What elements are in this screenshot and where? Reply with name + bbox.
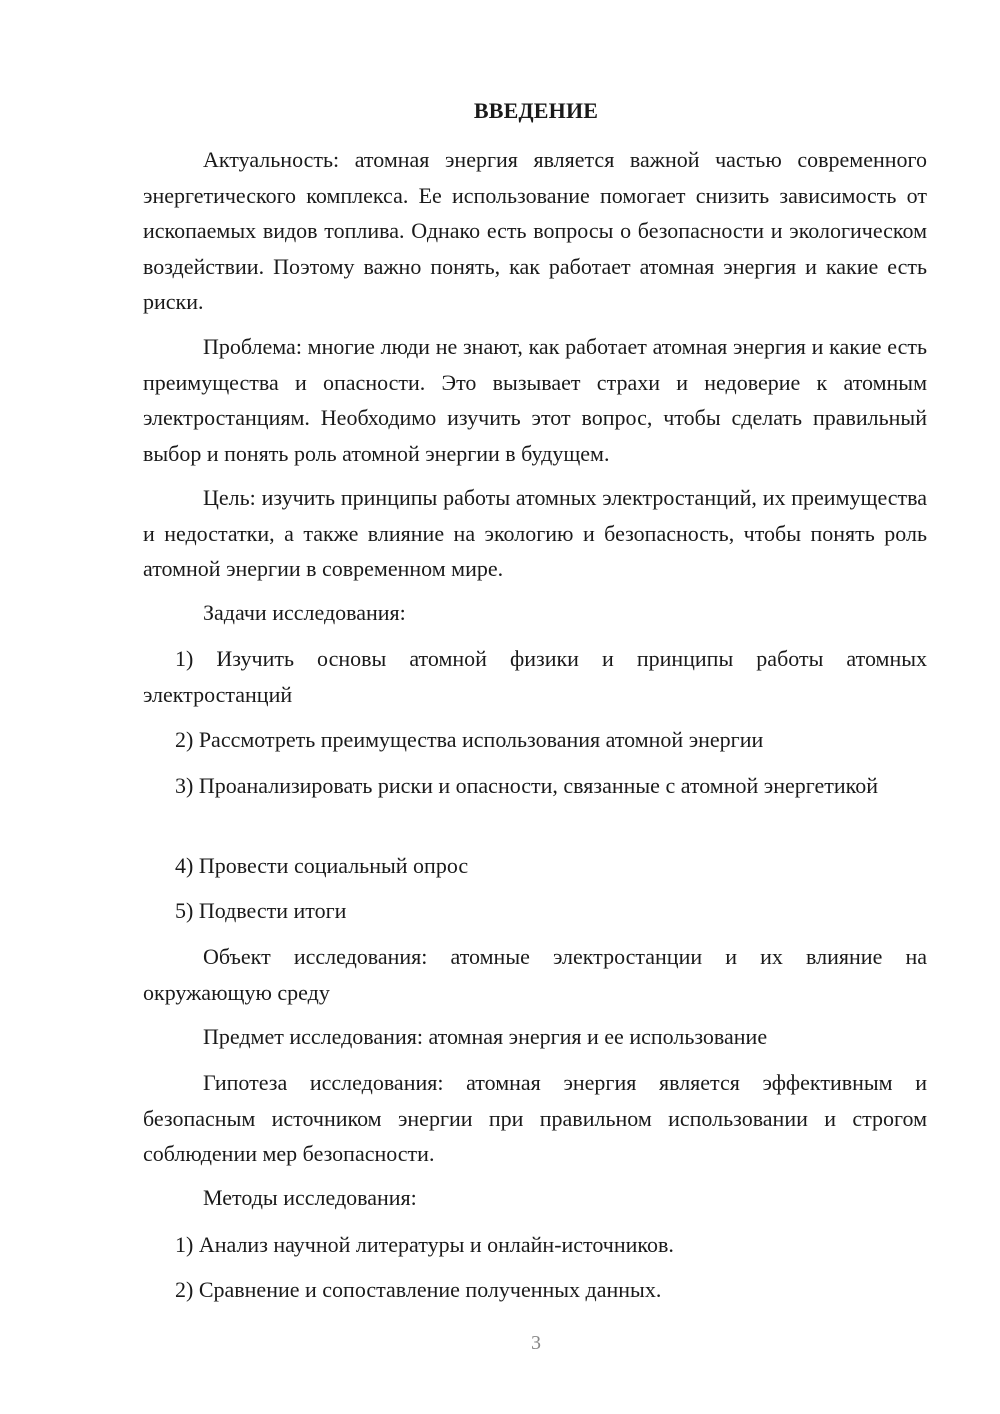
page-title: ВВЕДЕНИЕ xyxy=(473,98,599,123)
method-item-2: 2) Сравнение и сопоставление полученных данных. xyxy=(175,1277,662,1302)
tasks-heading: Задачи исследования: xyxy=(203,600,406,625)
methods-heading: Методы исследования: xyxy=(203,1185,417,1210)
task-item-5: 5) Подвести итоги xyxy=(175,898,347,923)
paragraph-object: Объект исследования: атомные электростанции и их влияние на окружающую среду xyxy=(143,944,927,1005)
paragraph-hypothesis: Гипотеза исследования: атомная энергия является эффективным и безопасным источником энергии при правильном использовании и строгом соблюдении мер безопасности. xyxy=(143,1070,927,1166)
paragraph-problem: Проблема: многие люди не знают, как работает атомная энергия и какие есть преимущества и опасности. Это вызывает страхи и недоверие к атомным электростанциям. Необходимо изучить этот вопрос, чтобы сделать правильный выбор и понять роль атомной энергии в будущем. xyxy=(143,334,927,466)
task-item-3: 3) Проанализировать риски и опасности, связанные с атомной энергетикой xyxy=(175,773,878,798)
task-item-2: 2) Рассмотреть преимущества использования атомной энергии xyxy=(175,727,764,752)
paragraph-goal: Цель: изучить принципы работы атомных электростанций, их преимущества и недостатки, а также влияние на экологию и безопасность, чтобы понять роль атомной энергии в современном мире. xyxy=(143,485,927,581)
paragraph-subject: Предмет исследования: атомная энергия и ее использование xyxy=(203,1024,768,1049)
method-item-1: 1) Анализ научной литературы и онлайн-источников. xyxy=(175,1232,674,1257)
page-number: 3 xyxy=(531,1332,541,1354)
task-item-1: 1) Изучить основы атомной физики и принципы работы атомных электростанций xyxy=(143,646,927,707)
paragraph-relevance: Актуальность: атомная энергия является важной частью современного энергетического комплекса. Ее использование помогает снизить зависимость от ископаемых видов топлива. Однако есть вопросы о безопасности и экологическом воздействии. Поэтому важно понять, как работает атомная энергия и какие есть риски. xyxy=(143,147,927,314)
task-item-4: 4) Провести социальный опрос xyxy=(175,853,469,878)
